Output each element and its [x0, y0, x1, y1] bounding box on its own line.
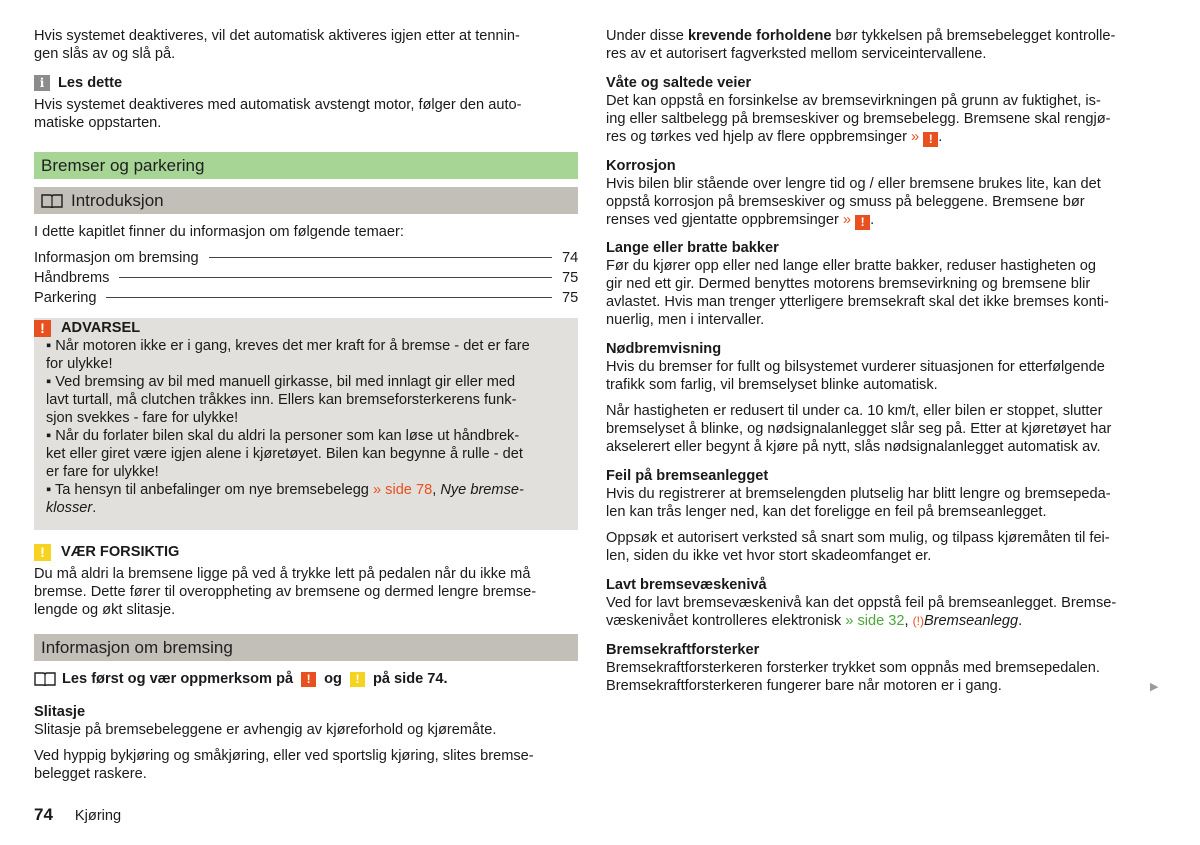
hills-section — [606, 239, 1150, 329]
paragraph-text: Under disse — [606, 28, 688, 44]
hills-heading: Lange eller bratte bakker — [606, 240, 779, 256]
paragraph-line: len, siden du ikke vet hvor stort skadeomfanget er. — [606, 548, 932, 564]
paragraph-line: avlastet. Hvis man trenger ytterligere bremsekraft skal det ikke bremses konti- — [606, 294, 1109, 310]
paragraph-text: , — [904, 613, 913, 629]
warning-line: ket eller giret være igjen alene i kjøretøyet. Bilen kan begynne å rulle - det — [46, 446, 523, 462]
paragraph-line: Hvis du registrerer at bremselengden plutselig har blitt lengre og bremsepeda- — [606, 486, 1111, 502]
paragraph-line: Bremsekraftforsterkeren fungerer bare når motoren er i gang. — [606, 678, 1002, 694]
caution-icon: ! — [34, 544, 51, 561]
warning-ref-title: klosser — [46, 500, 93, 516]
toc-item[interactable] — [34, 289, 578, 307]
paragraph-line: trafikk som farlig, vil bremselyset blinke automatisk. — [606, 377, 938, 393]
page-footer — [34, 806, 121, 825]
warning-line — [46, 481, 566, 499]
note-line-1: Hvis systemet deaktiveres med automatisk avstengt motor, følger den auto- — [34, 97, 522, 113]
paragraph-line: res av et autorisert fagverksted mellom serviceintervallene. — [606, 46, 987, 62]
caution-icon: ! — [350, 672, 365, 687]
toc-leader — [106, 297, 552, 298]
note-heading — [34, 74, 122, 92]
intro-paragraph — [34, 27, 564, 63]
section-title: Bremser og parkering — [34, 152, 578, 179]
paragraph-line: Ved for lavt bremsevæskenivå kan det oppstå feil på bremseanlegget. Bremse- — [606, 595, 1117, 611]
paragraph-line: Hvis du bremser for fullt og bilsystemet vurderer situasjonen for etterfølgende — [606, 359, 1105, 375]
paragraph-line: Før du kjører opp eller ned lange eller bratte bakker, reduser hastigheten og — [606, 258, 1096, 274]
brake-fault-section — [606, 467, 1150, 565]
caution-line: bremse. Dette fører til overoppheting av bremsene og dermed lengre bremse- — [34, 584, 537, 600]
paragraph-line: Bremsekraftforsterkeren forsterker trykket som oppnås med bremsepedalen. — [606, 660, 1100, 676]
toc-page: 74 — [562, 250, 579, 266]
caution-title: VÆR FORSIKTIG — [61, 544, 180, 560]
toc-label: Håndbrems — [34, 270, 110, 286]
warning-text: ▪ Ta hensyn til anbefalinger om nye bremsebelegg — [46, 482, 373, 498]
paragraph-line: gir ned ett gir. Dermed benyttes motorens bremsevirkning og bremsene blir — [606, 276, 1091, 292]
paragraph-emphasis: krevende forholdene — [687, 28, 832, 44]
chapter-intro: I dette kapitlet finner du informasjon om følgende temaer: — [34, 224, 404, 240]
paragraph-text: . — [1018, 613, 1023, 629]
continue-arrow-icon: ▶ — [1150, 681, 1159, 693]
paragraph-line: oppstå korrosjon på bremseskiver og smuss på beleggene. Bremsene bør — [606, 194, 1085, 210]
corrosion-section — [606, 157, 1150, 230]
intro-line-2: gen slås av og slå på. — [34, 46, 176, 62]
book-icon — [41, 193, 63, 209]
note-line-2: matiske oppstarten. — [34, 115, 162, 131]
paragraph-text: res og tørkes ved hjelp av flere oppbremsinger — [606, 129, 911, 145]
warning-icon: ! — [855, 215, 870, 230]
warning-text: . — [92, 500, 97, 516]
paragraph-line: renses ved gjentatte oppbremsinger » ! . — [606, 212, 875, 229]
warning-ref-title: Nye bremse- — [440, 482, 524, 498]
emergency-heading: Nødbremvisning — [606, 341, 722, 357]
warning-line: er fare for ulykke! — [46, 464, 159, 480]
info-heading: Informasjon om bremsing — [41, 637, 233, 657]
toc-page: 75 — [562, 270, 579, 286]
paragraph-text: renses ved gjentatte oppbremsinger — [606, 212, 843, 228]
brake-fault-heading: Feil på bremseanlegget — [606, 468, 769, 484]
paragraph-line: Hvis bilen blir stående over lengre tid og / eller bremsene brukes lite, kan det — [606, 176, 1101, 192]
toc-label: Informasjon om bremsing — [34, 250, 199, 266]
info-icon: i — [34, 75, 50, 91]
paragraph-text: væskenivået kontrolleres elektronisk — [606, 613, 846, 629]
emergency-brake-section — [606, 340, 1150, 456]
toc-label: Parkering — [34, 290, 97, 306]
reference-arrow[interactable]: » — [842, 212, 852, 228]
wet-roads-section — [606, 74, 1150, 147]
caution-line: Du må aldri la bremsene ligge på ved å trykke lett på pedalen når du ikke må — [34, 566, 531, 582]
toc-leader — [209, 257, 552, 258]
reference-title: Bremseanlegg — [923, 613, 1019, 629]
read-first-text: på side 74. — [372, 671, 448, 687]
booster-section — [606, 641, 1150, 695]
paragraph-line: len kan trås lenger ned, kan det foreligge en feil på bremseanlegget. — [606, 504, 1047, 520]
paragraph-line: Oppsøk et autorisert verksted så snart som mulig, og tilpass kjøremåten til fei- — [606, 530, 1110, 546]
footer-section: Kjøring — [74, 808, 122, 824]
slitasje-text: Slitasje på bremsebeleggene er avhengig av kjøreforhold og kjøremåte. — [34, 722, 497, 738]
warning-line: lavt turtall, må clutchen tråkkes inn. Ellers kan bremseforsterkerens funk- — [46, 392, 517, 408]
paragraph-line: bremselyset å blinke, og nødsignalanlegget slår seg på. Etter at kjøretøyet har — [606, 421, 1112, 437]
booster-heading: Bremsekraftforsterker — [606, 642, 760, 658]
warning-box — [34, 318, 578, 530]
warning-icon: ! — [34, 320, 51, 337]
low-fluid-section — [606, 576, 1150, 630]
read-first-text: Les først og vær oppmerksom på — [62, 671, 294, 687]
read-first-note — [34, 670, 448, 688]
demanding-conditions-paragraph — [606, 27, 1150, 63]
intro-line-1: Hvis systemet deaktiveres, vil det automatisk aktiveres igjen etter at tennin- — [34, 28, 520, 44]
caution-heading — [34, 543, 179, 561]
brake-warning-icon: (!) — [912, 614, 924, 628]
warning-line: ▪ Når motoren ikke er i gang, kreves det mer kraft for å bremse - det er fare — [46, 338, 530, 354]
slitasje-line: belegget raskere. — [34, 766, 147, 782]
warning-line: ▪ Ved bremsing av bil med manuell girkasse, bil med innlagt gir eller med — [46, 374, 516, 390]
paragraph-line: res og tørkes ved hjelp av flere oppbremsinger » ! . — [606, 129, 943, 146]
warning-icon: ! — [923, 132, 938, 147]
paragraph-line: Det kan oppstå en forsinkelse av bremsevirkningen på grunn av fuktighet, is- — [606, 93, 1101, 109]
low-fluid-heading: Lavt bremsevæskenivå — [606, 577, 767, 593]
book-icon — [34, 671, 56, 687]
paragraph-text: bør tykkelsen på bremsebelegget kontrolle- — [831, 28, 1116, 44]
note-title: Les dette — [58, 75, 123, 91]
toc-item[interactable] — [34, 269, 578, 287]
intro-heading: Introduksjon — [71, 190, 164, 210]
slitasje-line: Ved hyppig bykjøring og småkjøring, eller ved sportslig kjøring, slites bremse- — [34, 748, 534, 764]
paragraph-line — [606, 612, 1150, 630]
page-link[interactable]: » side 78 — [372, 482, 433, 498]
toc-page: 75 — [562, 290, 579, 306]
slitasje-heading: Slitasje — [34, 704, 86, 720]
slitasje-text-2 — [34, 747, 574, 783]
warning-line: sjon svekkes - fare for ulykke! — [46, 410, 239, 426]
page-link[interactable]: » side 32 — [845, 613, 905, 629]
warning-line — [46, 499, 566, 517]
warning-line: ▪ Når du forlater bilen skal du aldri la personer som kan løse ut håndbrek- — [46, 428, 520, 444]
read-first-text: og — [324, 671, 342, 687]
warning-text: , — [432, 482, 441, 498]
warning-heading — [34, 319, 566, 337]
toc-item[interactable] — [34, 249, 578, 267]
paragraph-line: akselerert eller begynt å kjøre på nytt, slås nødsignalanlegget automatisk av. — [606, 439, 1101, 455]
intro-heading-bar — [34, 187, 578, 214]
warning-title: ADVARSEL — [61, 320, 141, 336]
wet-roads-heading: Våte og saltede veier — [606, 75, 752, 91]
warning-body — [34, 337, 566, 517]
warning-icon: ! — [301, 672, 316, 687]
caution-text — [34, 565, 574, 619]
paragraph-line: ing eller saltbelegg på bremseskiver og bremsebelegg. Bremsene skal rengjø- — [606, 111, 1111, 127]
info-heading-bar — [34, 634, 578, 661]
note-text — [34, 96, 564, 132]
caution-line: lengde og økt slitasje. — [34, 602, 176, 618]
corrosion-heading: Korrosjon — [606, 158, 676, 174]
paragraph-line: nuerlig, men i intervaller. — [606, 312, 765, 328]
paragraph-line — [606, 27, 1150, 45]
paragraph-line: Når hastigheten er redusert til under ca. 10 km/t, eller bilen er stoppet, slutter — [606, 403, 1103, 419]
toc-leader — [119, 277, 552, 278]
page-number: 74 — [34, 805, 53, 824]
reference-arrow[interactable]: » — [911, 129, 920, 145]
warning-line: for ulykke! — [46, 356, 113, 372]
